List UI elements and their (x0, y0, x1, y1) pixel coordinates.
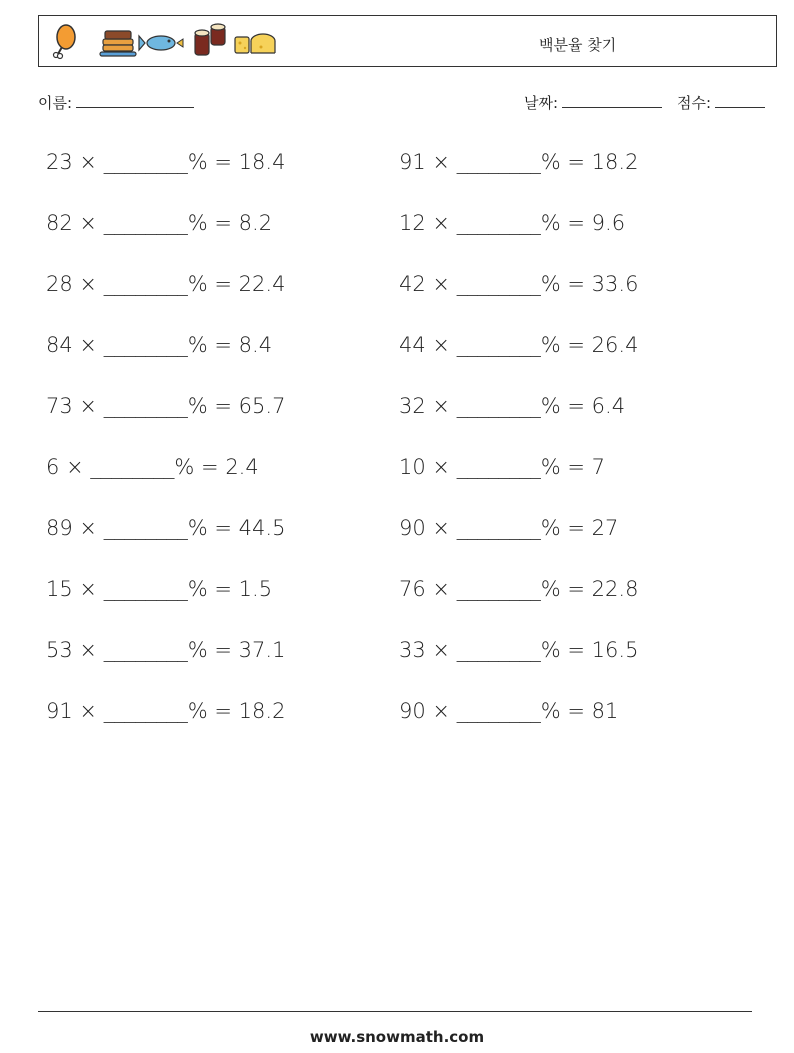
name-field[interactable] (38, 92, 194, 113)
operand: 33 (399, 638, 426, 662)
operand: 23 (46, 150, 73, 174)
fish-icon (139, 36, 183, 50)
problem-item (399, 272, 638, 296)
cake-icon (100, 31, 136, 56)
percent-sign: % (540, 150, 561, 174)
times-sign: × (432, 333, 451, 357)
percent-sign: % (187, 638, 208, 662)
answer-blank[interactable]: ________ (456, 272, 541, 296)
answer-blank[interactable]: ________ (103, 516, 188, 540)
operand: 15 (46, 577, 73, 601)
percent-sign: % (540, 394, 561, 418)
answer-blank[interactable]: ________ (103, 577, 188, 601)
sushi-roll-icon (195, 24, 225, 55)
problem-item (399, 211, 625, 235)
problem-item (399, 577, 638, 601)
score-field[interactable] (677, 92, 765, 113)
percent-sign: % (540, 455, 561, 479)
date-blank[interactable] (562, 93, 662, 108)
percent-sign: % (540, 638, 561, 662)
worksheet-title: 백분율 찾기 (539, 36, 617, 54)
operand: 91 (399, 150, 426, 174)
name-label: 이름: (38, 94, 73, 112)
percent-sign: % (540, 211, 561, 235)
answer-blank[interactable]: ________ (103, 394, 188, 418)
equals-sign: = (214, 211, 232, 235)
equals-sign: = (214, 577, 232, 601)
answer-blank[interactable]: ________ (103, 272, 188, 296)
equals-sign: = (214, 516, 232, 540)
times-sign: × (79, 333, 98, 357)
operand: 84 (46, 333, 73, 357)
footer-url: www.snowmath.com (309, 1028, 485, 1046)
problem-item (46, 272, 285, 296)
equals-sign: = (567, 516, 585, 540)
problem-item (46, 699, 285, 723)
result-value: 18.2 (238, 699, 286, 723)
operand: 82 (46, 211, 73, 235)
problem-item (399, 455, 605, 479)
answer-blank[interactable]: ________ (456, 699, 541, 723)
operand: 90 (399, 699, 426, 723)
percent-sign: % (540, 699, 561, 723)
result-value: 27 (591, 516, 619, 540)
operand: 73 (46, 394, 73, 418)
result-value: 18.4 (238, 150, 286, 174)
percent-sign: % (187, 211, 208, 235)
percent-sign: % (187, 699, 208, 723)
answer-blank[interactable]: ________ (456, 150, 541, 174)
percent-sign: % (540, 272, 561, 296)
equals-sign: = (567, 333, 585, 357)
problem-item (46, 638, 285, 662)
equals-sign: = (567, 699, 585, 723)
times-sign: × (66, 455, 84, 479)
equals-sign: = (214, 150, 232, 174)
equals-sign: = (567, 150, 585, 174)
problem-item (399, 333, 638, 357)
result-value: 44.5 (238, 516, 286, 540)
percent-sign: % (187, 394, 208, 418)
percent-sign: % (187, 150, 208, 174)
worksheet-header (38, 15, 777, 67)
result-value: 7 (591, 455, 606, 479)
operand: 6 (46, 455, 60, 479)
percent-sign: % (540, 577, 561, 601)
equals-sign: = (567, 455, 585, 479)
result-value: 6.4 (591, 394, 626, 418)
cheese-icon (235, 34, 275, 53)
times-sign: × (432, 211, 451, 235)
times-sign: × (79, 272, 98, 296)
times-sign: × (79, 577, 98, 601)
problem-item (46, 211, 272, 235)
problem-item (46, 150, 285, 174)
operand: 32 (399, 394, 426, 418)
times-sign: × (79, 699, 98, 723)
footer-divider (38, 1011, 752, 1012)
percent-sign: % (187, 333, 208, 357)
problem-item (46, 333, 272, 357)
header-icons (49, 21, 289, 61)
equals-sign: = (214, 638, 232, 662)
problem-item (46, 577, 272, 601)
times-sign: × (432, 638, 451, 662)
problem-item (399, 150, 638, 174)
answer-blank[interactable]: ________ (456, 394, 541, 418)
answer-blank[interactable]: ________ (456, 577, 541, 601)
operand: 91 (46, 699, 73, 723)
equals-sign: = (214, 394, 232, 418)
times-sign: × (432, 455, 451, 479)
result-value: 22.8 (591, 577, 639, 601)
answer-blank[interactable]: ________ (103, 638, 188, 662)
answer-blank[interactable]: ________ (456, 516, 541, 540)
problem-item (46, 394, 285, 418)
result-value: 22.4 (238, 272, 286, 296)
result-value: 65.7 (238, 394, 286, 418)
equals-sign: = (214, 272, 232, 296)
operand: 76 (399, 577, 426, 601)
date-field[interactable] (524, 92, 662, 113)
percent-sign: % (174, 455, 195, 479)
answer-blank[interactable]: ________ (90, 455, 175, 479)
operand: 12 (399, 211, 426, 235)
result-value: 18.2 (591, 150, 639, 174)
operand: 89 (46, 516, 73, 540)
result-value: 9.6 (591, 211, 626, 235)
equals-sign: = (214, 699, 232, 723)
times-sign: × (432, 150, 451, 174)
result-value: 8.2 (238, 211, 273, 235)
result-value: 1.5 (238, 577, 273, 601)
operand: 28 (46, 272, 73, 296)
times-sign: × (79, 211, 98, 235)
problem-item (399, 699, 618, 723)
times-sign: × (79, 638, 98, 662)
problem-item (399, 638, 638, 662)
score-label: 점수: (677, 94, 712, 112)
answer-blank[interactable]: ________ (103, 150, 188, 174)
equals-sign: = (567, 577, 585, 601)
drumstick-icon (54, 25, 76, 59)
result-value: 8.4 (238, 333, 273, 357)
percent-sign: % (187, 272, 208, 296)
answer-blank[interactable]: ________ (456, 211, 541, 235)
times-sign: × (79, 150, 98, 174)
answer-blank[interactable]: ________ (103, 699, 188, 723)
operand: 90 (399, 516, 426, 540)
answer-blank[interactable]: ________ (456, 638, 541, 662)
answer-blank[interactable]: ________ (456, 333, 541, 357)
equals-sign: = (567, 211, 585, 235)
result-value: 2.4 (225, 455, 259, 479)
times-sign: × (432, 699, 451, 723)
percent-sign: % (540, 516, 561, 540)
problem-item (399, 394, 625, 418)
times-sign: × (432, 272, 451, 296)
equals-sign: = (201, 455, 219, 479)
answer-blank[interactable]: ________ (456, 455, 541, 479)
result-value: 26.4 (591, 333, 639, 357)
percent-sign: % (540, 333, 561, 357)
times-sign: × (79, 394, 98, 418)
answer-blank[interactable]: ________ (103, 333, 188, 357)
problem-item (46, 455, 259, 479)
times-sign: × (79, 516, 98, 540)
equals-sign: = (567, 394, 585, 418)
times-sign: × (432, 577, 451, 601)
operand: 42 (399, 272, 426, 296)
percent-sign: % (187, 516, 208, 540)
answer-blank[interactable]: ________ (103, 211, 188, 235)
result-value: 81 (591, 699, 619, 723)
result-value: 33.6 (591, 272, 639, 296)
problem-item (46, 516, 285, 540)
result-value: 37.1 (238, 638, 286, 662)
score-blank[interactable] (715, 93, 765, 108)
result-value: 16.5 (591, 638, 639, 662)
operand: 44 (399, 333, 426, 357)
operand: 10 (399, 455, 426, 479)
name-blank[interactable] (76, 93, 194, 108)
equals-sign: = (214, 333, 232, 357)
times-sign: × (432, 516, 451, 540)
equals-sign: = (567, 638, 585, 662)
percent-sign: % (187, 577, 208, 601)
date-label: 날짜: (524, 94, 559, 112)
times-sign: × (432, 394, 451, 418)
equals-sign: = (567, 272, 585, 296)
problem-item (399, 516, 618, 540)
operand: 53 (46, 638, 73, 662)
